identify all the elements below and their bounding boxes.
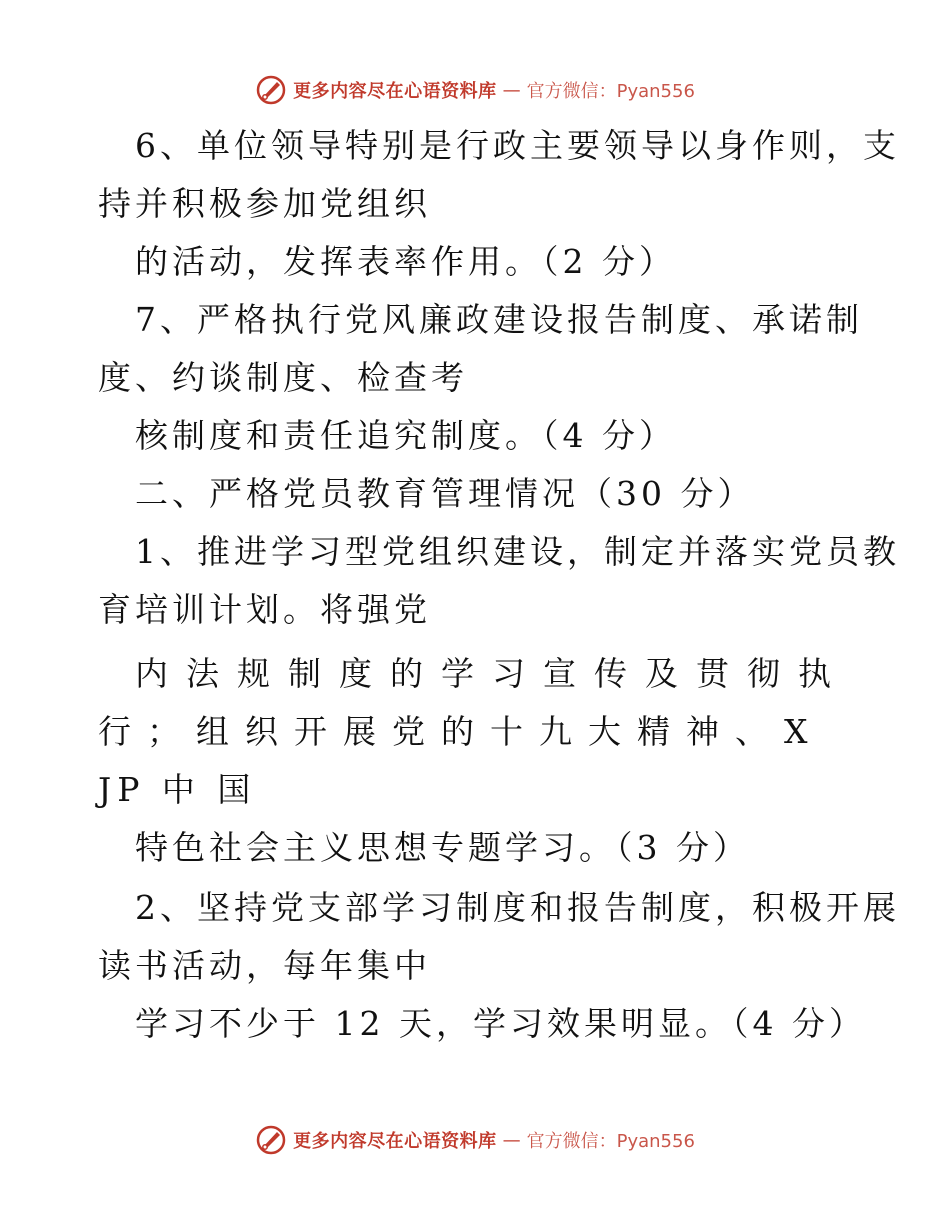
text-line: 6、单位领导特别是行政主要领导以身作则，支 (135, 126, 900, 165)
banner-dash: — (502, 1129, 521, 1151)
text-line: 7、严格执行党风廉政建设报告制度、承诺制 (135, 300, 863, 339)
banner-brand-text: 更多内容尽在心语资料库 (293, 81, 497, 102)
banner-wechat-text: 官方微信：Pyan556 (526, 1131, 695, 1152)
text-line: 读书活动，每年集中 (98, 946, 431, 985)
quill-pen-logo-icon (255, 1124, 287, 1156)
text-line: 持并积极参加党组织 (98, 184, 431, 223)
text-line: 学习不少于 12 天，学习效果明显。（4 分） (135, 1004, 866, 1043)
header-watermark-banner (0, 70, 950, 110)
text-line: 行；组织开展党的十九大精神、X (98, 712, 824, 751)
text-line: 二、严格党员教育管理情况（30 分） (135, 474, 755, 513)
text-line: 1、推进学习型党组织建设，制定并落实党员教 (135, 532, 900, 571)
banner-wechat-text: 官方微信：Pyan556 (526, 81, 695, 102)
banner-brand-text: 更多内容尽在心语资料库 (293, 1131, 497, 1152)
quill-pen-logo-icon (255, 74, 287, 106)
text-line: 度、约谈制度、检查考 (98, 358, 468, 397)
text-line: JP 中 国 (98, 770, 257, 809)
text-line: 育培训计划。将强党 (98, 590, 431, 629)
text-line: 核制度和责任追究制度。（4 分） (135, 416, 676, 455)
text-line: 特色社会主义思想专题学习。（3 分） (135, 828, 750, 867)
text-line: 的活动，发挥表率作用。（2 分） (135, 242, 676, 281)
banner-dash: — (502, 79, 521, 101)
text-line: 内法规制度的学习宣传及贯彻执 (135, 654, 849, 693)
footer-watermark-banner (0, 1120, 950, 1160)
text-line: 2、坚持党支部学习制度和报告制度，积极开展 (135, 888, 900, 927)
